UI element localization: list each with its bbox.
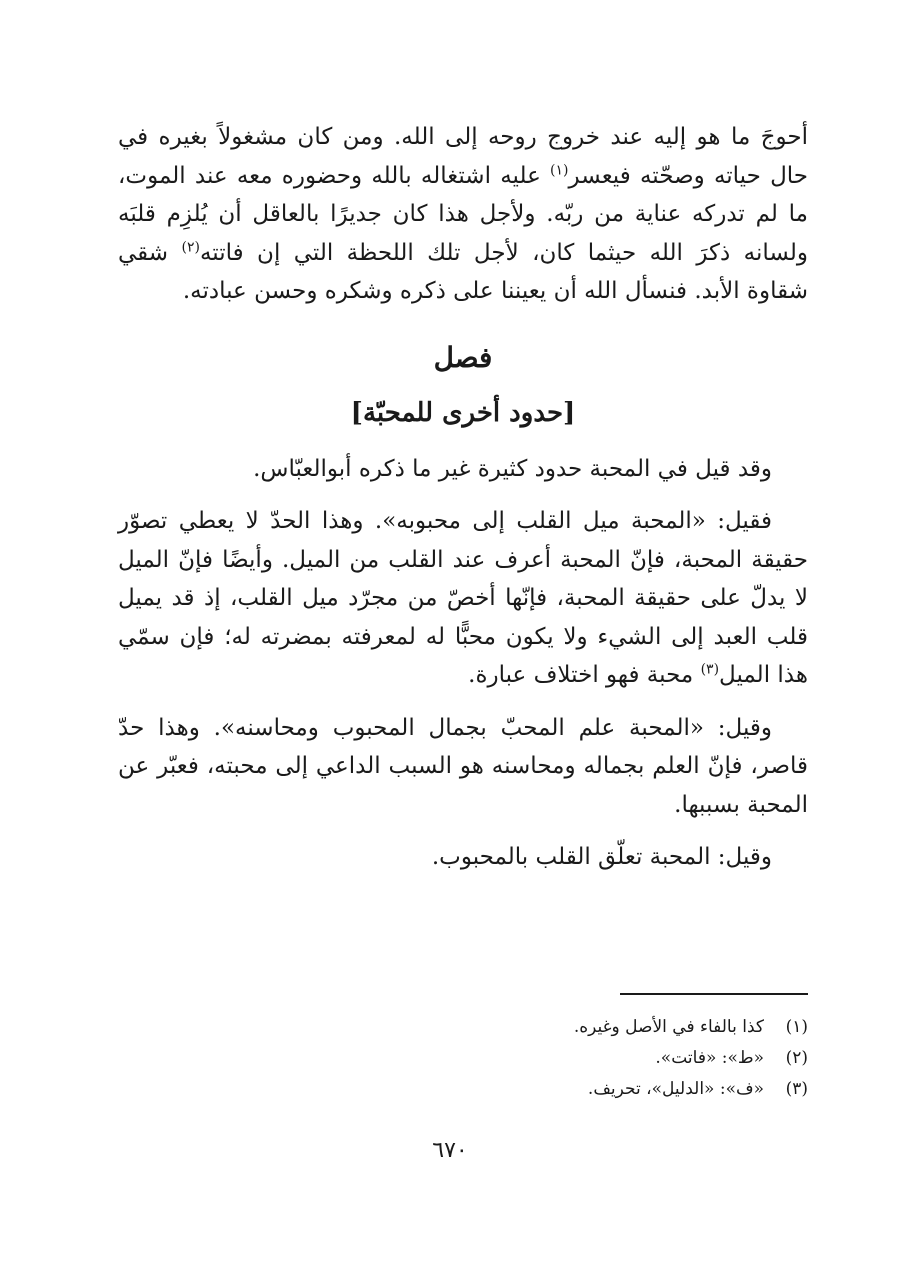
paragraph-3-part-a: فقيل: «المحبة ميل القلب إلى محبوبه». وهذا الحدّ لا يعطي تصوّر حقيقة المحبة، فإنّ المحبة أعرف عند القلب من الميل. وأيضًا فإنّ الميل لا يدلّ على حقيقة المحبة، فإنّها أخصّ من مجرّد ميل القلب، إذ قد يميل قلب العبد إلى الشيء ولا يكون محبًّا له لمعرفته بمضرته له؛ فإن سمّي هذا الميل [118,508,808,688]
footnote-number: (١) [785,1017,808,1037]
footnote-ref-3: (٣) [700,661,720,678]
main-text [118,118,808,877]
section-title: فصل [433,340,493,374]
paragraph-1 [118,118,808,311]
paragraph-1-part-a: أحوجَ ما هو إليه عند خروج روحه إلى الله. ومن كان مشغولاً بغيره في حال حياته وصحّته فيعسر [118,124,808,189]
paragraph-4: وقيل: «المحبة علم المحبّ بجمال المحبوب ومحاسنه». وهذا حدّ قاصر، فإنّ العلم بجماله ومحاسنه هو السبب الداعي إلى محبته، فعبّر عن المحبة بسببها. [118,714,808,818]
footnote-ref-2: (٢) [181,238,200,255]
footnote-number: (٣) [785,1079,808,1099]
footnote-1 [208,1012,808,1043]
footnote-2 [208,1043,808,1074]
paragraph-3 [118,502,808,695]
paragraph-2: وقد قيل في المحبة حدود كثيرة غير ما ذكره أبوالعبّاس. [253,455,772,482]
paragraph-3-part-b: محبة فهو اختلاف عبارة. [468,662,701,688]
section-subtitle: [حدود أخرى للمحبّة] [350,397,576,428]
footnote-text: «ط»: «فاتت». [655,1048,764,1068]
footnote-text: «ف»: «الدليل»، تحريف. [587,1079,764,1099]
footnote-number: (٢) [785,1048,808,1068]
paragraph-1-part-b: عليه اشتغاله بالله وحضوره معه عند الموت، ما لم تدركه عناية من ربّه. ولأجل هذا كان جديرًا بالعاقل أن يُلزِم قلبَه ولسانه ذكرَ الله حيثما كان، لأجل تلك اللحظة التي إن فاتته [118,162,809,266]
paragraph-5: وقيل: المحبة تعلّق القلب بالمحبوب. [431,844,772,870]
footnote-ref-1: (١) [550,161,569,178]
footnote-3 [208,1074,808,1105]
footnote-separator [620,993,808,995]
footnote-text: كذا بالفاء في الأصل وغيره. [573,1017,764,1037]
footnotes [208,1012,808,1105]
paragraph-1-part-c: شقي شقاوة الأبد. فنسأل الله أن يعيننا على ذكره وشكره وحسن عبادته. [118,239,808,304]
page-number: ٦٧٠ [432,1138,468,1163]
